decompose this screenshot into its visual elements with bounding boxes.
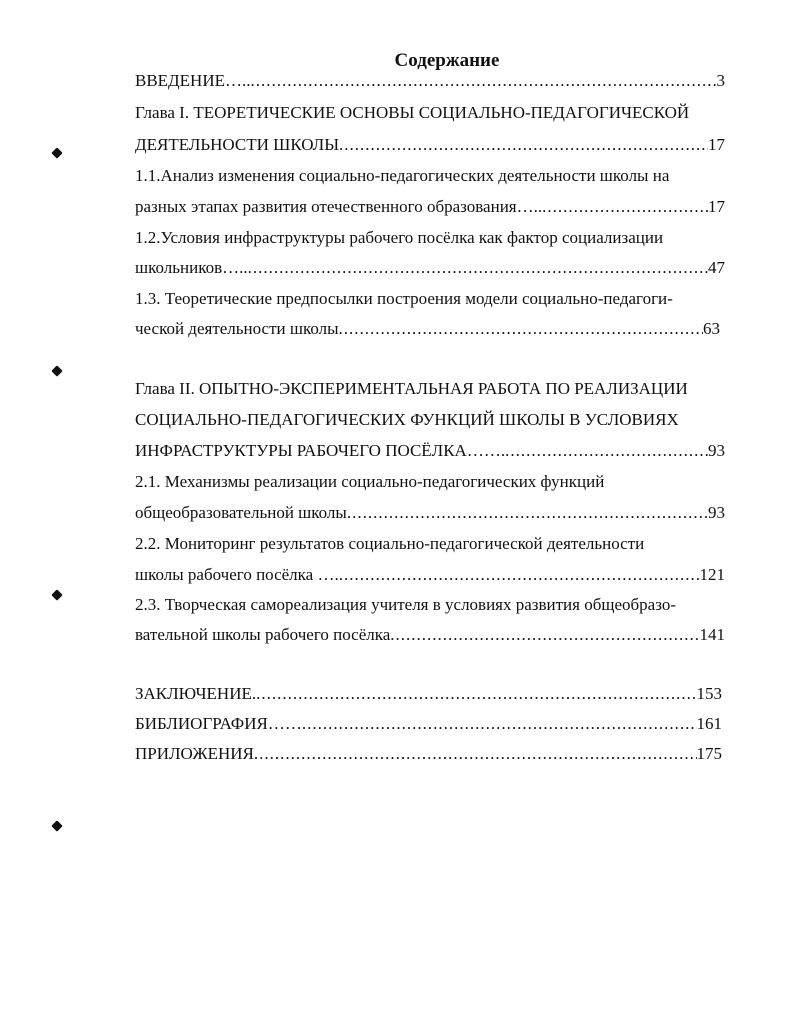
leader-dots xyxy=(256,683,696,705)
toc-page-number: 17 xyxy=(708,197,725,216)
toc-page-number: 47 xyxy=(708,258,725,277)
toc-section-2-1-heading: 2.1. Механизмы реализации социально-педагогических функций xyxy=(135,472,605,491)
toc-chapter-2-heading-line-2: СОЦИАЛЬНО-ПЕДАГОГИЧЕСКИХ ФУНКЦИЙ ШКОЛЫ В УСЛОВИЯХ xyxy=(135,410,679,429)
toc-entry-section-1-2 xyxy=(135,257,725,279)
toc-entry-text: ческой деятельности школы xyxy=(135,319,339,338)
toc-section-1-3-heading: 1.3. Теоретические предпосылки построения модели социально-педагоги- xyxy=(135,289,673,308)
toc-entry-text: ИНФРАСТРУКТУРЫ РАБОЧЕГО ПОСЁЛКА……. xyxy=(135,441,506,460)
toc-entry-section-1-1 xyxy=(135,196,725,218)
toc-entry-text: разных этапах развития отечественного образования….. xyxy=(135,197,543,216)
toc-page-number: 63 xyxy=(703,319,720,338)
toc-entry-text: общеобразовательной школы xyxy=(135,503,347,522)
leader-dots xyxy=(390,624,699,646)
toc-page-number: 175 xyxy=(696,744,722,763)
leader-dots xyxy=(339,564,700,586)
toc-entry-section-2-3 xyxy=(135,624,725,646)
toc-page-number: 3 xyxy=(716,71,725,90)
leader-dots xyxy=(339,318,703,340)
toc-entry-text: вательной школы рабочего посёлка xyxy=(135,625,391,644)
toc-section-2-3-heading: 2.3. Творческая самореализация учителя в условиях развития общеобразо- xyxy=(135,595,676,614)
leader-dots xyxy=(248,257,708,279)
toc-chapter-2-heading-line-1: Глава II. ОПЫТНО-ЭКСПЕРИМЕНТАЛЬНАЯ РАБОТА ПО РЕАЛИЗАЦИИ xyxy=(135,379,688,398)
toc-entry-text: школьников….. xyxy=(135,258,248,277)
toc-entry-text: БИБЛИОГРАФИЯ…… xyxy=(135,714,302,733)
toc-entry-text: ВВЕДЕНИЕ….. xyxy=(135,71,251,90)
toc-chapter-1-heading: Глава I. ТЕОРЕТИЧЕСКИЕ ОСНОВЫ СОЦИАЛЬНО-ПЕДАГОГИЧЕСКОЙ xyxy=(135,103,690,122)
toc-page-number: 93 xyxy=(708,503,725,522)
toc-entry-section-2-1 xyxy=(135,502,725,524)
toc-entry-intro xyxy=(135,70,725,92)
toc-section-1-2-heading: 1.2.Условия инфраструктуры рабочего посёлка как фактор социализации xyxy=(135,228,664,247)
toc-page-number: 141 xyxy=(699,625,725,644)
toc-entry-text: школы рабочего посёлка …. xyxy=(135,565,339,584)
leader-dots xyxy=(505,440,708,462)
toc-entry-appendices xyxy=(135,743,722,765)
leader-dots xyxy=(250,70,716,92)
toc-page-number: 17 xyxy=(708,135,725,154)
toc-entry-conclusion xyxy=(135,683,722,705)
toc-entry-section-1-3 xyxy=(135,318,720,340)
toc-section-2-2-heading: 2.2. Мониторинг результатов социально-педагогической деятельности xyxy=(135,534,645,553)
toc-entry-chapter-1 xyxy=(135,134,725,156)
toc-page-number: 121 xyxy=(699,565,725,584)
toc-section-1-1-heading: 1.1.Анализ изменения социально-педагогических деятельности школы на xyxy=(135,166,670,185)
toc-entry-text: ДЕЯТЕЛЬНОСТИ ШКОЛЫ xyxy=(135,135,340,154)
toc-entry-chapter-2 xyxy=(135,440,725,462)
toc-page-number: 153 xyxy=(696,684,722,703)
toc-entry-section-2-2 xyxy=(135,564,725,586)
toc-entry-text: ПРИЛОЖЕНИЯ xyxy=(135,744,254,763)
leader-dots xyxy=(254,743,697,765)
toc-page-number: 161 xyxy=(696,714,722,733)
toc-page-number: 93 xyxy=(708,441,725,460)
leader-dots xyxy=(542,196,708,218)
leader-dots xyxy=(347,502,708,524)
leader-dots xyxy=(302,713,697,735)
page-title: Содержание xyxy=(394,50,500,71)
toc-entry-text: ЗАКЛЮЧЕНИЕ. xyxy=(135,684,257,703)
toc-entry-bibliography xyxy=(135,713,722,735)
leader-dots xyxy=(339,134,708,156)
